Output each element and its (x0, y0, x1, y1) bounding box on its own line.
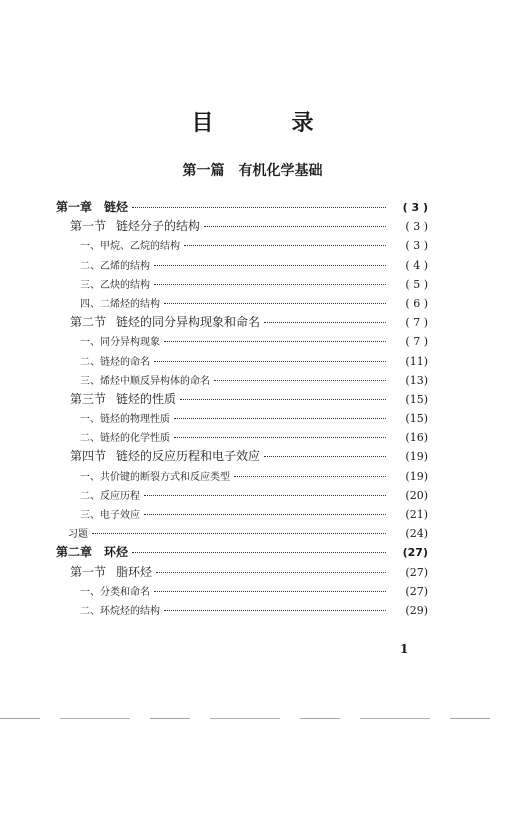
toc-entry-page: ( 6 ) (405, 296, 428, 310)
toc-entry-text: 二、乙烯的结构 (80, 260, 150, 272)
part-heading (0, 160, 505, 180)
toc-entry-label (80, 257, 150, 276)
toc-entry-page: ( 3 ) (405, 239, 428, 253)
toc-entry-text: 三、烯烃中顺反异构体的命名 (80, 375, 210, 387)
toc-entry-text: 三、乙炔的结构 (80, 279, 150, 291)
dot-leader (154, 591, 386, 592)
toc-entry-item (56, 505, 428, 524)
dot-leader (180, 399, 386, 400)
dot-leader (174, 418, 386, 419)
toc-entry-section (56, 447, 428, 466)
dot-leader (174, 437, 386, 438)
toc-entry-page: (15) (405, 392, 428, 406)
toc-entry-label (70, 390, 176, 409)
toc-entry-label (80, 602, 160, 621)
toc-entry-text: 链烃的同分异构现象和命名 (116, 315, 261, 330)
dot-leader (92, 533, 386, 534)
dot-leader (204, 226, 386, 227)
toc-entry-text: 脂环烃 (116, 564, 153, 579)
toc-entry-item (56, 467, 428, 486)
toc-entry-text: 二、链烃的化学性质 (80, 433, 170, 445)
toc-entry-number: 第二章 (56, 545, 93, 560)
dot-leader (144, 514, 386, 515)
toc-entry-label (80, 468, 230, 487)
dot-leader (264, 456, 386, 457)
toc-entry-text: 链烃分子的结构 (116, 219, 201, 234)
toc-entry-label (80, 353, 150, 372)
toc-entry-page: ( 3 ) (405, 220, 428, 234)
toc-entry-text: 一、分类和命名 (80, 586, 150, 598)
toc-entry-page: (24) (405, 527, 428, 541)
toc-entry-text: 环烃 (104, 545, 129, 560)
toc-entry-chapter (56, 543, 428, 562)
toc-entry-exercise (56, 524, 428, 543)
toc-entry-page: (21) (405, 508, 428, 521)
toc-entry-text: 一、链烃的物理性质 (80, 414, 170, 426)
part-name: 有机化学基础 (238, 163, 323, 179)
toc-entry-section (56, 390, 428, 409)
dot-leader (156, 572, 386, 573)
toc-entry-page: ( 7 ) (405, 335, 428, 349)
toc-entry-text: 链烃的性质 (116, 391, 177, 406)
toc-entry-page: (19) (405, 450, 428, 464)
toc-entry-page: ( 4 ) (405, 258, 428, 272)
toc-entry-page: (11) (405, 354, 428, 368)
toc-entry-label (68, 525, 88, 544)
toc-entry-page: (13) (405, 373, 428, 387)
toc-entry-text: 一、共价键的断裂方式和反应类型 (80, 471, 230, 483)
toc-entry-text: 一、甲烷、乙烷的结构 (80, 241, 180, 253)
toc-entry-item (56, 582, 428, 601)
toc-entry-number: 第一章 (56, 200, 93, 214)
page-number: 1 (400, 642, 409, 656)
toc-entry-page: (29) (405, 603, 428, 617)
toc-entry-page: ( 5 ) (405, 277, 428, 291)
dot-leader (234, 476, 386, 477)
toc-entry-item (56, 332, 428, 351)
toc-entry-item (56, 428, 428, 447)
dot-leader (164, 610, 386, 611)
toc-entry-item (56, 409, 428, 428)
toc-entry-label (56, 198, 128, 217)
toc-entry-text: 三、电子效应 (80, 510, 140, 521)
toc-entry-item (56, 236, 428, 255)
toc-entry-section (56, 563, 428, 582)
toc-entry-page: (20) (405, 488, 428, 502)
toc-entry-item (56, 371, 428, 390)
toc-entry-page: (15) (405, 412, 428, 426)
toc-entry-label (80, 506, 140, 525)
toc-entry-text: 四、二烯烃的结构 (80, 298, 160, 310)
dot-leader (144, 495, 386, 496)
toc-entry-text: 链烃 (104, 200, 129, 214)
toc-entry-item (56, 275, 428, 294)
toc-entry-page: (19) (405, 469, 428, 483)
toc-entry-text: 二、链烃的命名 (80, 356, 150, 368)
table-of-contents (56, 198, 428, 620)
toc-entry-item (56, 601, 428, 620)
toc-entry-text: 习题 (68, 529, 88, 541)
dot-leader (184, 245, 386, 246)
toc-entry-item (56, 256, 428, 275)
toc-entry-text: 链烃的反应历程和电子效应 (116, 449, 261, 464)
part-number: 第一篇 (182, 163, 225, 179)
dot-leader (164, 341, 386, 342)
dot-leader (164, 303, 386, 304)
toc-entry-item (56, 294, 428, 313)
toc-entry-number: 第一节 (70, 564, 107, 579)
toc-entry-page: ( 7 ) (405, 316, 428, 330)
toc-entry-number: 第二节 (70, 315, 107, 330)
toc-entry-label (80, 583, 150, 602)
toc-entry-page: (16) (405, 431, 428, 445)
toc-entry-label (80, 487, 140, 506)
dot-leader (154, 284, 386, 285)
toc-entry-number: 第一节 (70, 219, 107, 234)
toc-entry-label (80, 276, 150, 295)
dot-leader (264, 322, 386, 323)
toc-entry-item (56, 352, 428, 371)
toc-entry-item (56, 486, 428, 505)
page-title: 目 录 (191, 111, 342, 136)
toc-entry-label (80, 372, 210, 391)
toc-entry-chapter (56, 198, 428, 217)
toc-entry-page: (27) (405, 584, 428, 598)
toc-entry-section (56, 217, 428, 236)
toc-entry-label (80, 410, 170, 429)
toc-entry-page: ( 3 ) (402, 201, 428, 214)
toc-entry-text: 二、反应历程 (80, 490, 140, 502)
dot-leader (154, 361, 386, 362)
toc-entry-page: (27) (402, 546, 428, 560)
toc-entry-label (56, 543, 128, 562)
dot-leader (132, 552, 386, 553)
toc-entry-label (80, 333, 160, 352)
toc-entry-text: 一、同分异构现象 (80, 337, 160, 349)
toc-entry-number: 第四节 (70, 449, 107, 464)
toc-entry-page: (27) (405, 565, 428, 579)
toc-entry-label (70, 313, 260, 332)
toc-entry-number: 第三节 (70, 391, 107, 406)
toc-entry-label (80, 429, 170, 448)
toc-entry-label (80, 295, 160, 314)
scan-edge-line (0, 718, 505, 719)
toc-entry-label (70, 447, 260, 466)
toc-entry-label (80, 237, 180, 256)
toc-entry-section (56, 313, 428, 332)
dot-leader (154, 265, 386, 266)
dot-leader (132, 207, 386, 208)
toc-entry-label (70, 217, 200, 236)
dot-leader (214, 380, 386, 381)
toc-entry-text: 二、环烷烃的结构 (80, 605, 160, 617)
toc-entry-label (70, 563, 152, 582)
